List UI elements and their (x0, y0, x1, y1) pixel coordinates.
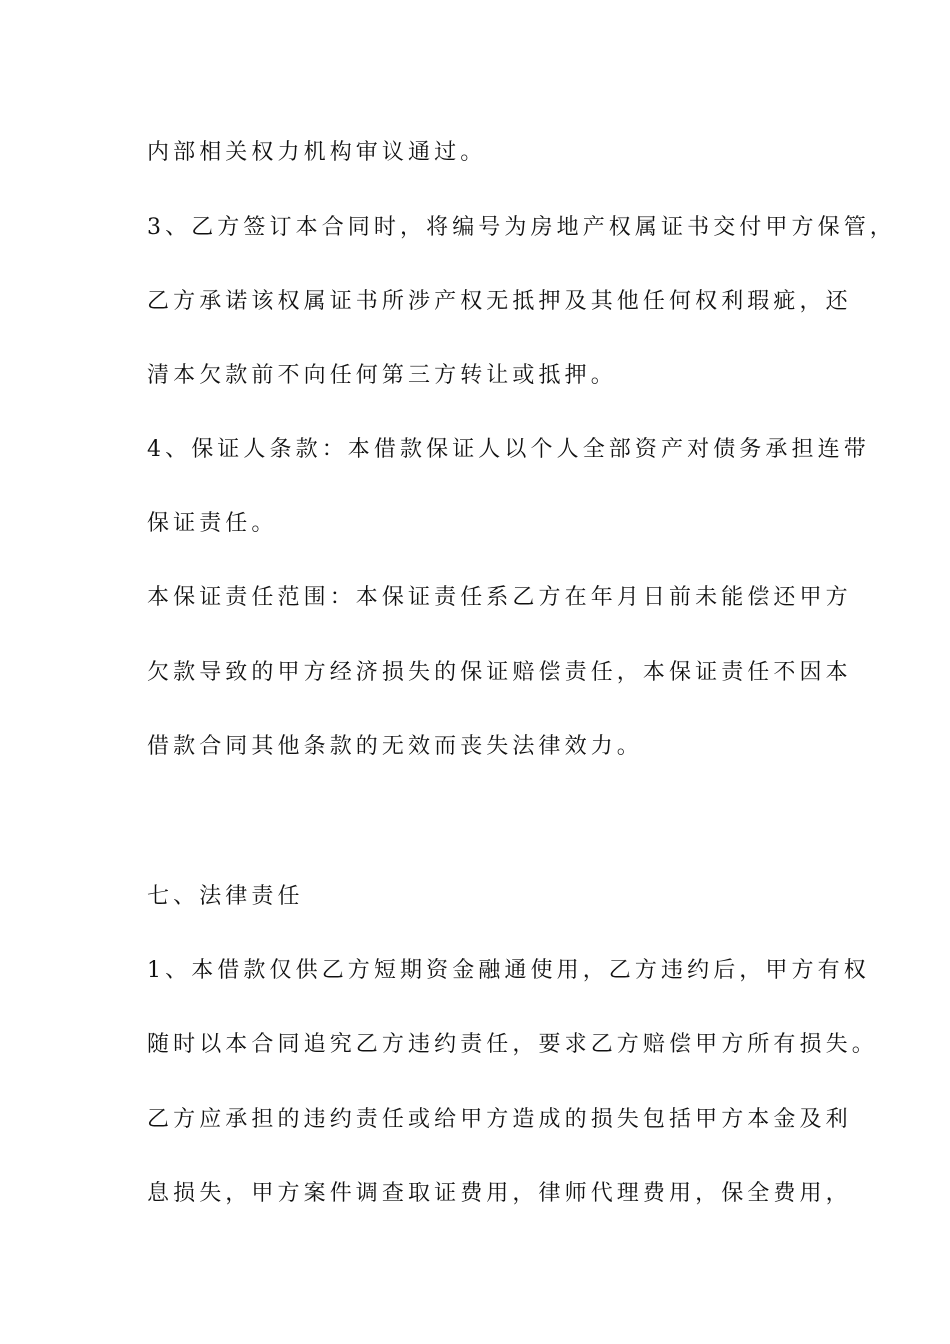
text-line: 清本欠款前不向任何第三方转让或抵押。 (147, 363, 617, 388)
text-line: 4、保证人条款：本借款保证人以个人全部资产对债务承担连带 (147, 437, 870, 462)
text-line: 欠款导致的甲方经济损失的保证赔偿责任，本保证责任不因本 (147, 660, 852, 685)
text-line: 随时以本合同追究乙方违约责任，要求乙方赔偿甲方所有损失。 (147, 1032, 878, 1057)
text-line: 内部相关权力机构审议通过。 (147, 140, 487, 165)
text-line: 息损失，甲方案件调查取证费用，律师代理费用，保全费用， (147, 1181, 852, 1206)
text-line: 本保证责任范围：本保证责任系乙方在年月日前未能偿还甲方 (147, 585, 852, 610)
text-line: 借款合同其他条款的无效而丧失法律效力。 (147, 734, 643, 759)
text-line: 乙方承诺该权属证书所涉产权无抵押及其他任何权利瑕疵，还 (147, 289, 852, 314)
section-heading: 七、法律责任 (147, 884, 304, 909)
text-line: 保证责任。 (147, 511, 278, 536)
text-line: 乙方应承担的违约责任或给甲方造成的损失包括甲方本金及利 (147, 1107, 852, 1132)
text-line: 3、乙方签订本合同时，将编号为房地产权属证书交付甲方保管， (147, 215, 896, 240)
text-line: 1、本借款仅供乙方短期资金融通使用，乙方违约后，甲方有权 (147, 958, 870, 983)
